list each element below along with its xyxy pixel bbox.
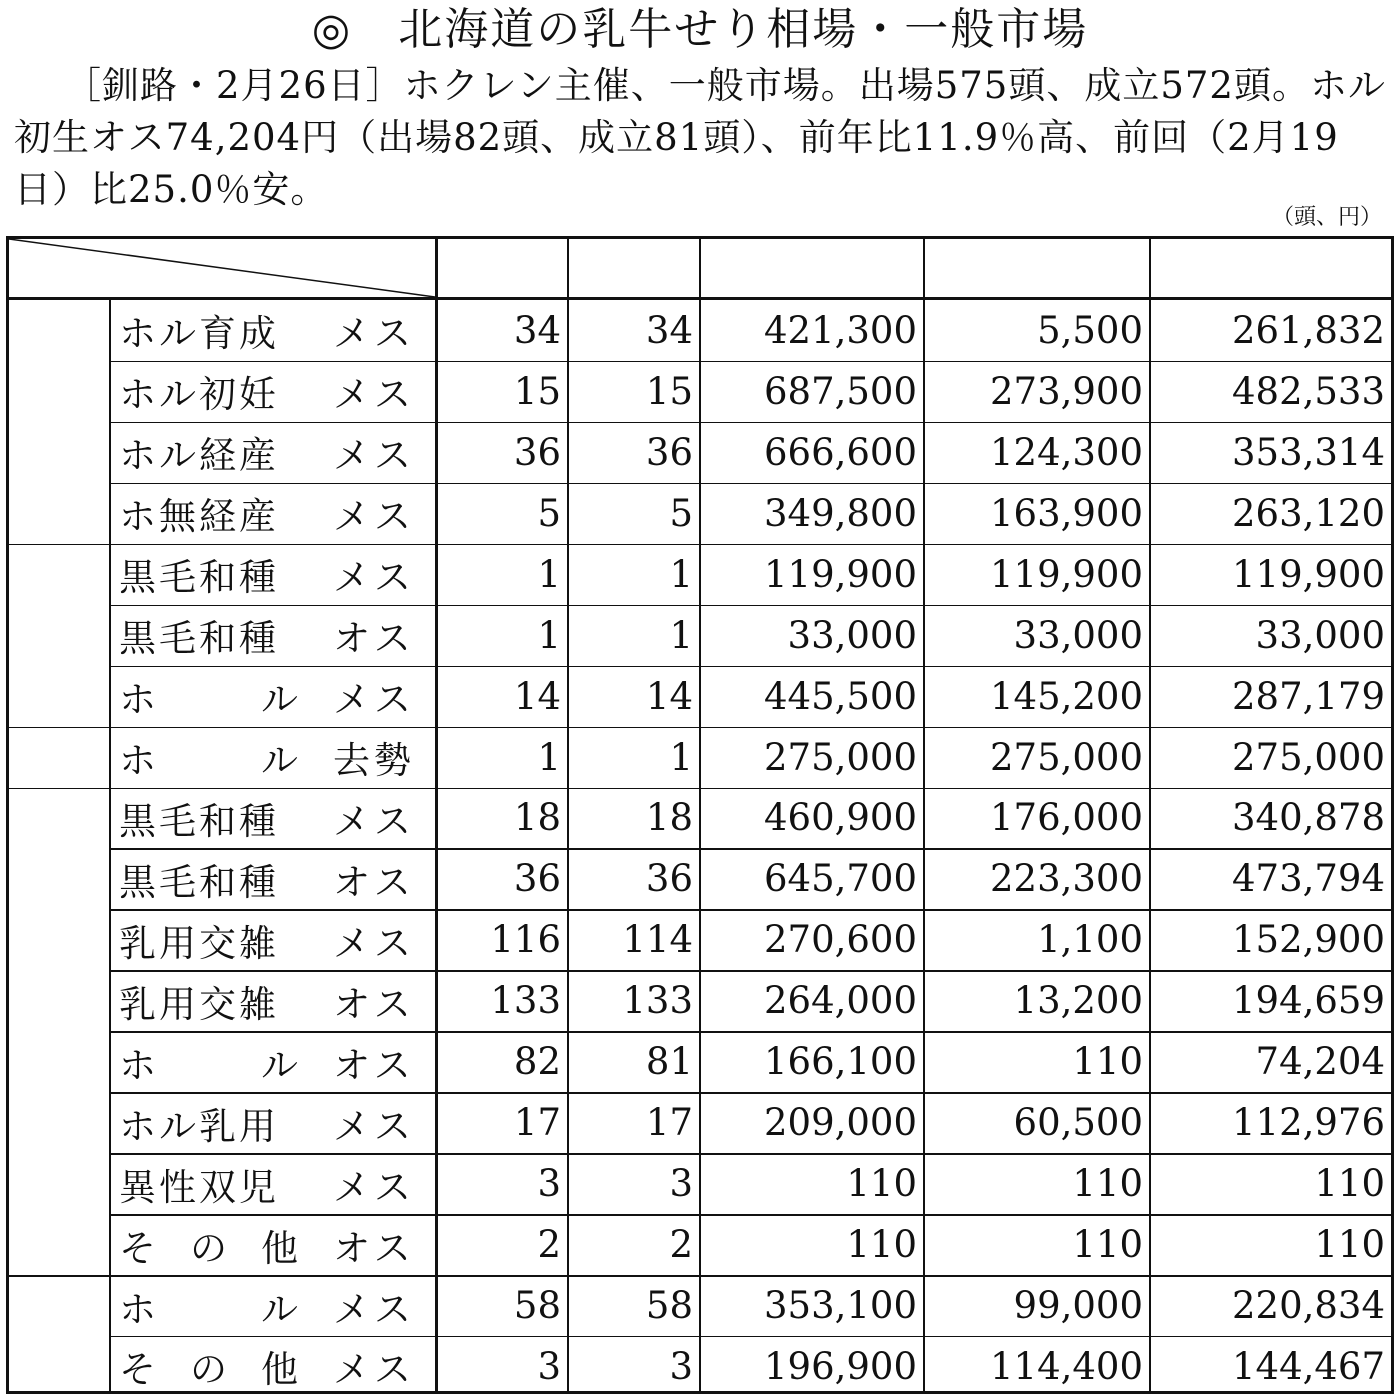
cell-avg: 112,976 — [1231, 1101, 1385, 1145]
row-kind-label: ホル初妊 — [119, 373, 279, 417]
cell-shukkou: 1 — [537, 735, 561, 779]
row-kind — [113, 1153, 309, 1214]
row-kind-part: そ — [119, 1348, 159, 1392]
unit-note: （頭、円） — [1271, 205, 1382, 230]
price-table — [6, 236, 1394, 1394]
row-kind-part: の — [190, 1226, 230, 1270]
row-kind-part: ル — [261, 678, 301, 722]
row-sex: メス — [333, 678, 415, 722]
row-kind-part: そ — [119, 1226, 159, 1270]
column-header — [699, 239, 923, 297]
row-kind — [113, 727, 309, 788]
cell-seiritsu: 17 — [645, 1101, 693, 1145]
cell-max: 275,000 — [763, 735, 917, 779]
cell-seiritsu: 15 — [645, 369, 693, 413]
header-diagonal-line — [9, 239, 439, 301]
cell-min: 13,200 — [1013, 979, 1143, 1023]
cell-max: 33,000 — [787, 613, 917, 657]
row-kind-label: 黒毛和種 — [119, 556, 279, 600]
cell-avg: 110 — [1314, 1162, 1385, 1206]
column-header — [923, 239, 1149, 297]
cell-shukkou: 18 — [513, 796, 561, 840]
cell-seiritsu: 2 — [669, 1223, 693, 1267]
cell-avg: 74,204 — [1255, 1040, 1385, 1084]
row-kind-part: 他 — [261, 1226, 301, 1270]
row-sex: メス — [333, 312, 415, 356]
cell-seiritsu: 114 — [622, 918, 693, 962]
cell-shukkou: 1 — [537, 552, 561, 596]
row-kind-label: 異性双児 — [119, 1165, 279, 1209]
cell-min: 110 — [1072, 1223, 1143, 1267]
cell-seiritsu: 5 — [669, 491, 693, 535]
cell-avg: 353,314 — [1231, 430, 1385, 474]
row-kind — [113, 848, 309, 909]
row-sex: メス — [333, 1287, 415, 1331]
cell-avg: 275,000 — [1231, 735, 1385, 779]
row-kind-part: 他 — [261, 1348, 301, 1392]
cell-avg: 473,794 — [1231, 857, 1385, 901]
cell-max: 460,900 — [763, 796, 917, 840]
cell-max: 666,600 — [763, 430, 917, 474]
cell-shukkou: 15 — [513, 369, 561, 413]
cell-min: 114,400 — [989, 1344, 1143, 1388]
row-kind — [113, 605, 309, 666]
cell-shukkou: 17 — [513, 1101, 561, 1145]
cell-seiritsu: 1 — [669, 552, 693, 596]
cell-max: 349,800 — [763, 491, 917, 535]
cell-seiritsu: 14 — [645, 674, 693, 718]
cell-shukkou: 82 — [513, 1040, 561, 1084]
row-sex: メス — [333, 373, 415, 417]
cell-max: 264,000 — [763, 979, 917, 1023]
row-kind-label: 乳用交雑 — [119, 921, 279, 965]
row-kind-label: ホル育成 — [119, 312, 279, 356]
row-kind — [113, 788, 309, 849]
cell-max: 209,000 — [763, 1101, 917, 1145]
cell-seiritsu: 1 — [669, 735, 693, 779]
cell-min: 145,200 — [989, 674, 1143, 718]
cell-min: 163,900 — [989, 491, 1143, 535]
cell-shukkou: 14 — [513, 674, 561, 718]
row-kind — [113, 1031, 309, 1092]
row-kind — [113, 1092, 309, 1153]
category-column-divider — [109, 297, 111, 1391]
cell-shukkou: 1 — [537, 613, 561, 657]
row-kind — [113, 300, 309, 361]
row-sex: オス — [333, 860, 415, 904]
cell-min: 33,000 — [1013, 613, 1143, 657]
cell-avg: 220,834 — [1231, 1284, 1385, 1327]
row-kind — [113, 544, 309, 605]
row-kind-label: 黒毛和種 — [119, 799, 279, 843]
row-sex: メス — [333, 495, 415, 539]
cell-shukkou: 116 — [490, 918, 561, 962]
cell-min: 110 — [1072, 1162, 1143, 1206]
row-sex: メス — [333, 799, 415, 843]
cell-min: 273,900 — [989, 369, 1143, 413]
cell-min: 1,100 — [1037, 918, 1143, 962]
row-kind-part: ホ — [119, 739, 159, 783]
category-label — [9, 788, 109, 1276]
cell-avg: 152,900 — [1231, 918, 1385, 962]
cell-seiritsu: 36 — [645, 430, 693, 474]
cell-seiritsu: 34 — [645, 308, 693, 352]
row-kind-label: ホ無経産 — [119, 495, 279, 539]
cell-seiritsu: 18 — [645, 796, 693, 840]
row-kind — [113, 483, 309, 544]
row-kind — [113, 666, 309, 727]
cell-min: 275,000 — [989, 735, 1143, 779]
intro-paragraph: ［釧路・2月26日］ホクレン主催、一般市場。出場575頭、成立572頭。ホル初生オス74,204円（出場82頭、成立81頭）、前年比11.9％高、前回（2月19日）比25.0％安。 — [14, 64, 1386, 211]
row-kind-part: ル — [261, 1043, 301, 1087]
cell-max: 445,500 — [763, 674, 917, 718]
cell-min: 60,500 — [1013, 1101, 1143, 1145]
row-sex: メス — [333, 556, 415, 600]
cell-avg: 287,179 — [1231, 674, 1385, 718]
cell-min: 5,500 — [1037, 308, 1143, 352]
category-label — [9, 727, 109, 788]
row-sex: オス — [333, 1043, 415, 1087]
row-kind — [113, 909, 309, 970]
row-kind — [113, 1336, 309, 1397]
row-sex: 去勢 — [333, 739, 415, 783]
cell-shukkou: 3 — [537, 1162, 561, 1206]
cell-max: 110 — [846, 1162, 917, 1206]
cell-max: 110 — [846, 1223, 917, 1267]
cell-avg: 119,900 — [1231, 552, 1385, 596]
row-kind-label: 黒毛和種 — [119, 860, 279, 904]
cell-min: 99,000 — [1013, 1284, 1143, 1327]
cell-seiritsu: 133 — [622, 979, 693, 1023]
row-kind-part: の — [190, 1348, 230, 1392]
cell-seiritsu: 58 — [645, 1284, 693, 1327]
cell-max: 270,600 — [763, 918, 917, 962]
cell-max: 166,100 — [763, 1040, 917, 1084]
cell-min: 176,000 — [989, 796, 1143, 840]
row-sex: オス — [333, 982, 415, 1026]
cell-shukkou: 133 — [490, 979, 561, 1023]
row-sex: メス — [333, 1104, 415, 1148]
cell-avg: 263,120 — [1231, 491, 1385, 535]
column-header — [567, 239, 699, 297]
cell-min: 110 — [1072, 1040, 1143, 1084]
cell-min: 119,900 — [989, 552, 1143, 596]
category-label — [9, 544, 109, 727]
row-kind — [113, 1214, 309, 1275]
cell-shukkou: 2 — [537, 1223, 561, 1267]
cell-min: 124,300 — [989, 430, 1143, 474]
cell-seiritsu: 3 — [669, 1344, 693, 1388]
row-kind — [113, 970, 309, 1031]
cell-max: 196,900 — [763, 1344, 917, 1388]
category-label — [9, 300, 109, 544]
cell-avg: 110 — [1314, 1223, 1385, 1267]
cell-avg: 261,832 — [1231, 308, 1385, 352]
cell-shukkou: 34 — [513, 308, 561, 352]
row-sex: メス — [333, 921, 415, 965]
cell-max: 645,700 — [763, 857, 917, 901]
row-sex: メス — [333, 1165, 415, 1209]
row-sex: メス — [333, 434, 415, 478]
row-kind-label: 乳用交雑 — [119, 982, 279, 1026]
row-kind-part: ホ — [119, 678, 159, 722]
row-kind-part: ル — [261, 739, 301, 783]
cell-max: 421,300 — [763, 308, 917, 352]
cell-avg: 340,878 — [1231, 796, 1385, 840]
cell-seiritsu: 1 — [669, 613, 693, 657]
cell-max: 119,900 — [763, 552, 917, 596]
column-header — [1149, 239, 1391, 297]
row-sex: オス — [333, 617, 415, 661]
category-label — [9, 1275, 109, 1397]
row-kind — [113, 1275, 309, 1336]
row-kind-part: ホ — [119, 1043, 159, 1087]
row-sex: メス — [333, 1348, 415, 1392]
row-sex: オス — [333, 1226, 415, 1270]
cell-seiritsu: 3 — [669, 1162, 693, 1206]
cell-shukkou: 5 — [537, 491, 561, 535]
cell-shukkou: 36 — [513, 857, 561, 901]
row-kind-label: ホル乳用 — [119, 1104, 279, 1148]
cell-shukkou: 36 — [513, 430, 561, 474]
row-kind — [113, 422, 309, 483]
cell-shukkou: 3 — [537, 1344, 561, 1388]
cell-seiritsu: 81 — [645, 1040, 693, 1084]
cell-avg: 482,533 — [1231, 369, 1385, 413]
row-kind-part: ホ — [119, 1287, 159, 1331]
cell-seiritsu: 36 — [645, 857, 693, 901]
cell-max: 353,100 — [763, 1284, 917, 1327]
row-kind-label: 黒毛和種 — [119, 617, 279, 661]
row-kind-label: ホル経産 — [119, 434, 279, 478]
cell-shukkou: 58 — [513, 1284, 561, 1327]
page-title: ◎ 北海道の乳牛せり相場・一般市場 — [311, 4, 1089, 55]
column-header — [435, 239, 567, 297]
cell-max: 687,500 — [763, 369, 917, 413]
row-kind — [113, 361, 309, 422]
cell-avg: 194,659 — [1231, 979, 1385, 1023]
cell-avg: 33,000 — [1255, 613, 1385, 657]
cell-avg: 144,467 — [1231, 1344, 1385, 1388]
row-kind-part: ル — [261, 1287, 301, 1331]
cell-min: 223,300 — [989, 857, 1143, 901]
